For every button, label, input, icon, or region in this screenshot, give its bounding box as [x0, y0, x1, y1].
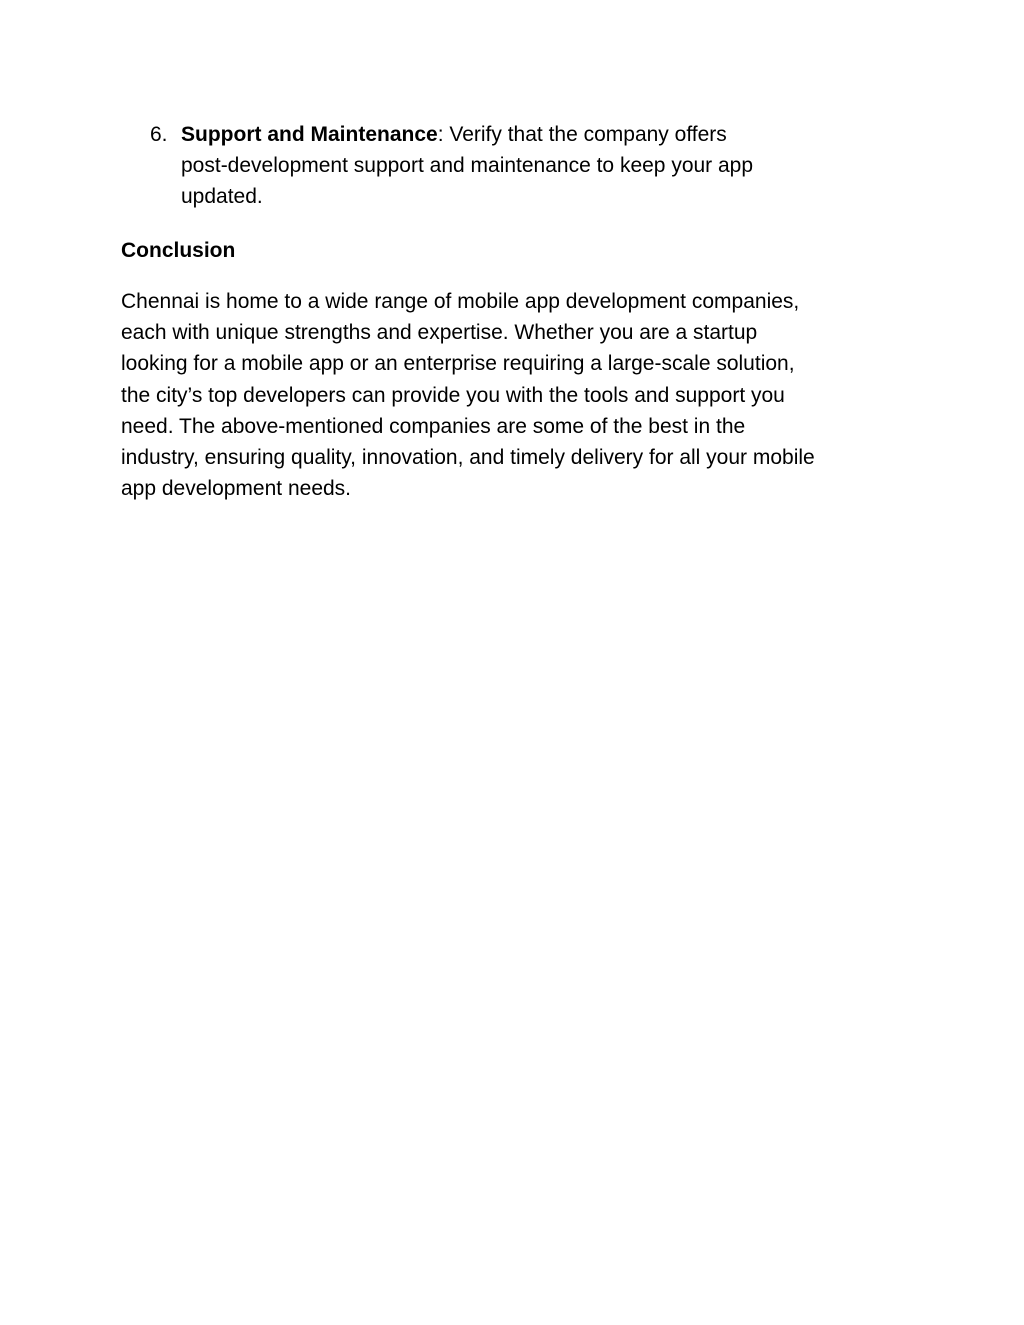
list-item-body [181, 119, 841, 212]
list-item-line-3: updated. [181, 185, 263, 208]
list-item-line-2: post-development support and maintenance to keep your app [181, 154, 754, 177]
paragraph-line: each with unique strengths and expertise. Whether you are a startup [121, 321, 758, 345]
list-item-line-1-rest: : Verify that the company offers [437, 123, 727, 146]
list-item-number: 6. [150, 123, 168, 146]
paragraph-line: the city’s top developers can provide you with the tools and support you [121, 383, 785, 407]
paragraph-line: industry, ensuring quality, innovation, and timely delivery for all your mobile [121, 446, 815, 470]
paragraph-line: app development needs. [121, 477, 352, 501]
list-item-support-maintenance [150, 119, 850, 212]
conclusion-paragraph [121, 286, 911, 504]
list-item-line-1 [181, 119, 841, 150]
paragraph-line: Chennai is home to a wide range of mobile app development companies, [121, 290, 800, 313]
paragraph-line: looking for a mobile app or an enterprise requiring a large-scale solution, [121, 352, 795, 376]
list-item-title: Support and Maintenance [181, 123, 438, 146]
paragraph-line: need. The above-mentioned companies are some of the best in the [121, 414, 746, 438]
conclusion-heading: Conclusion [121, 239, 236, 262]
